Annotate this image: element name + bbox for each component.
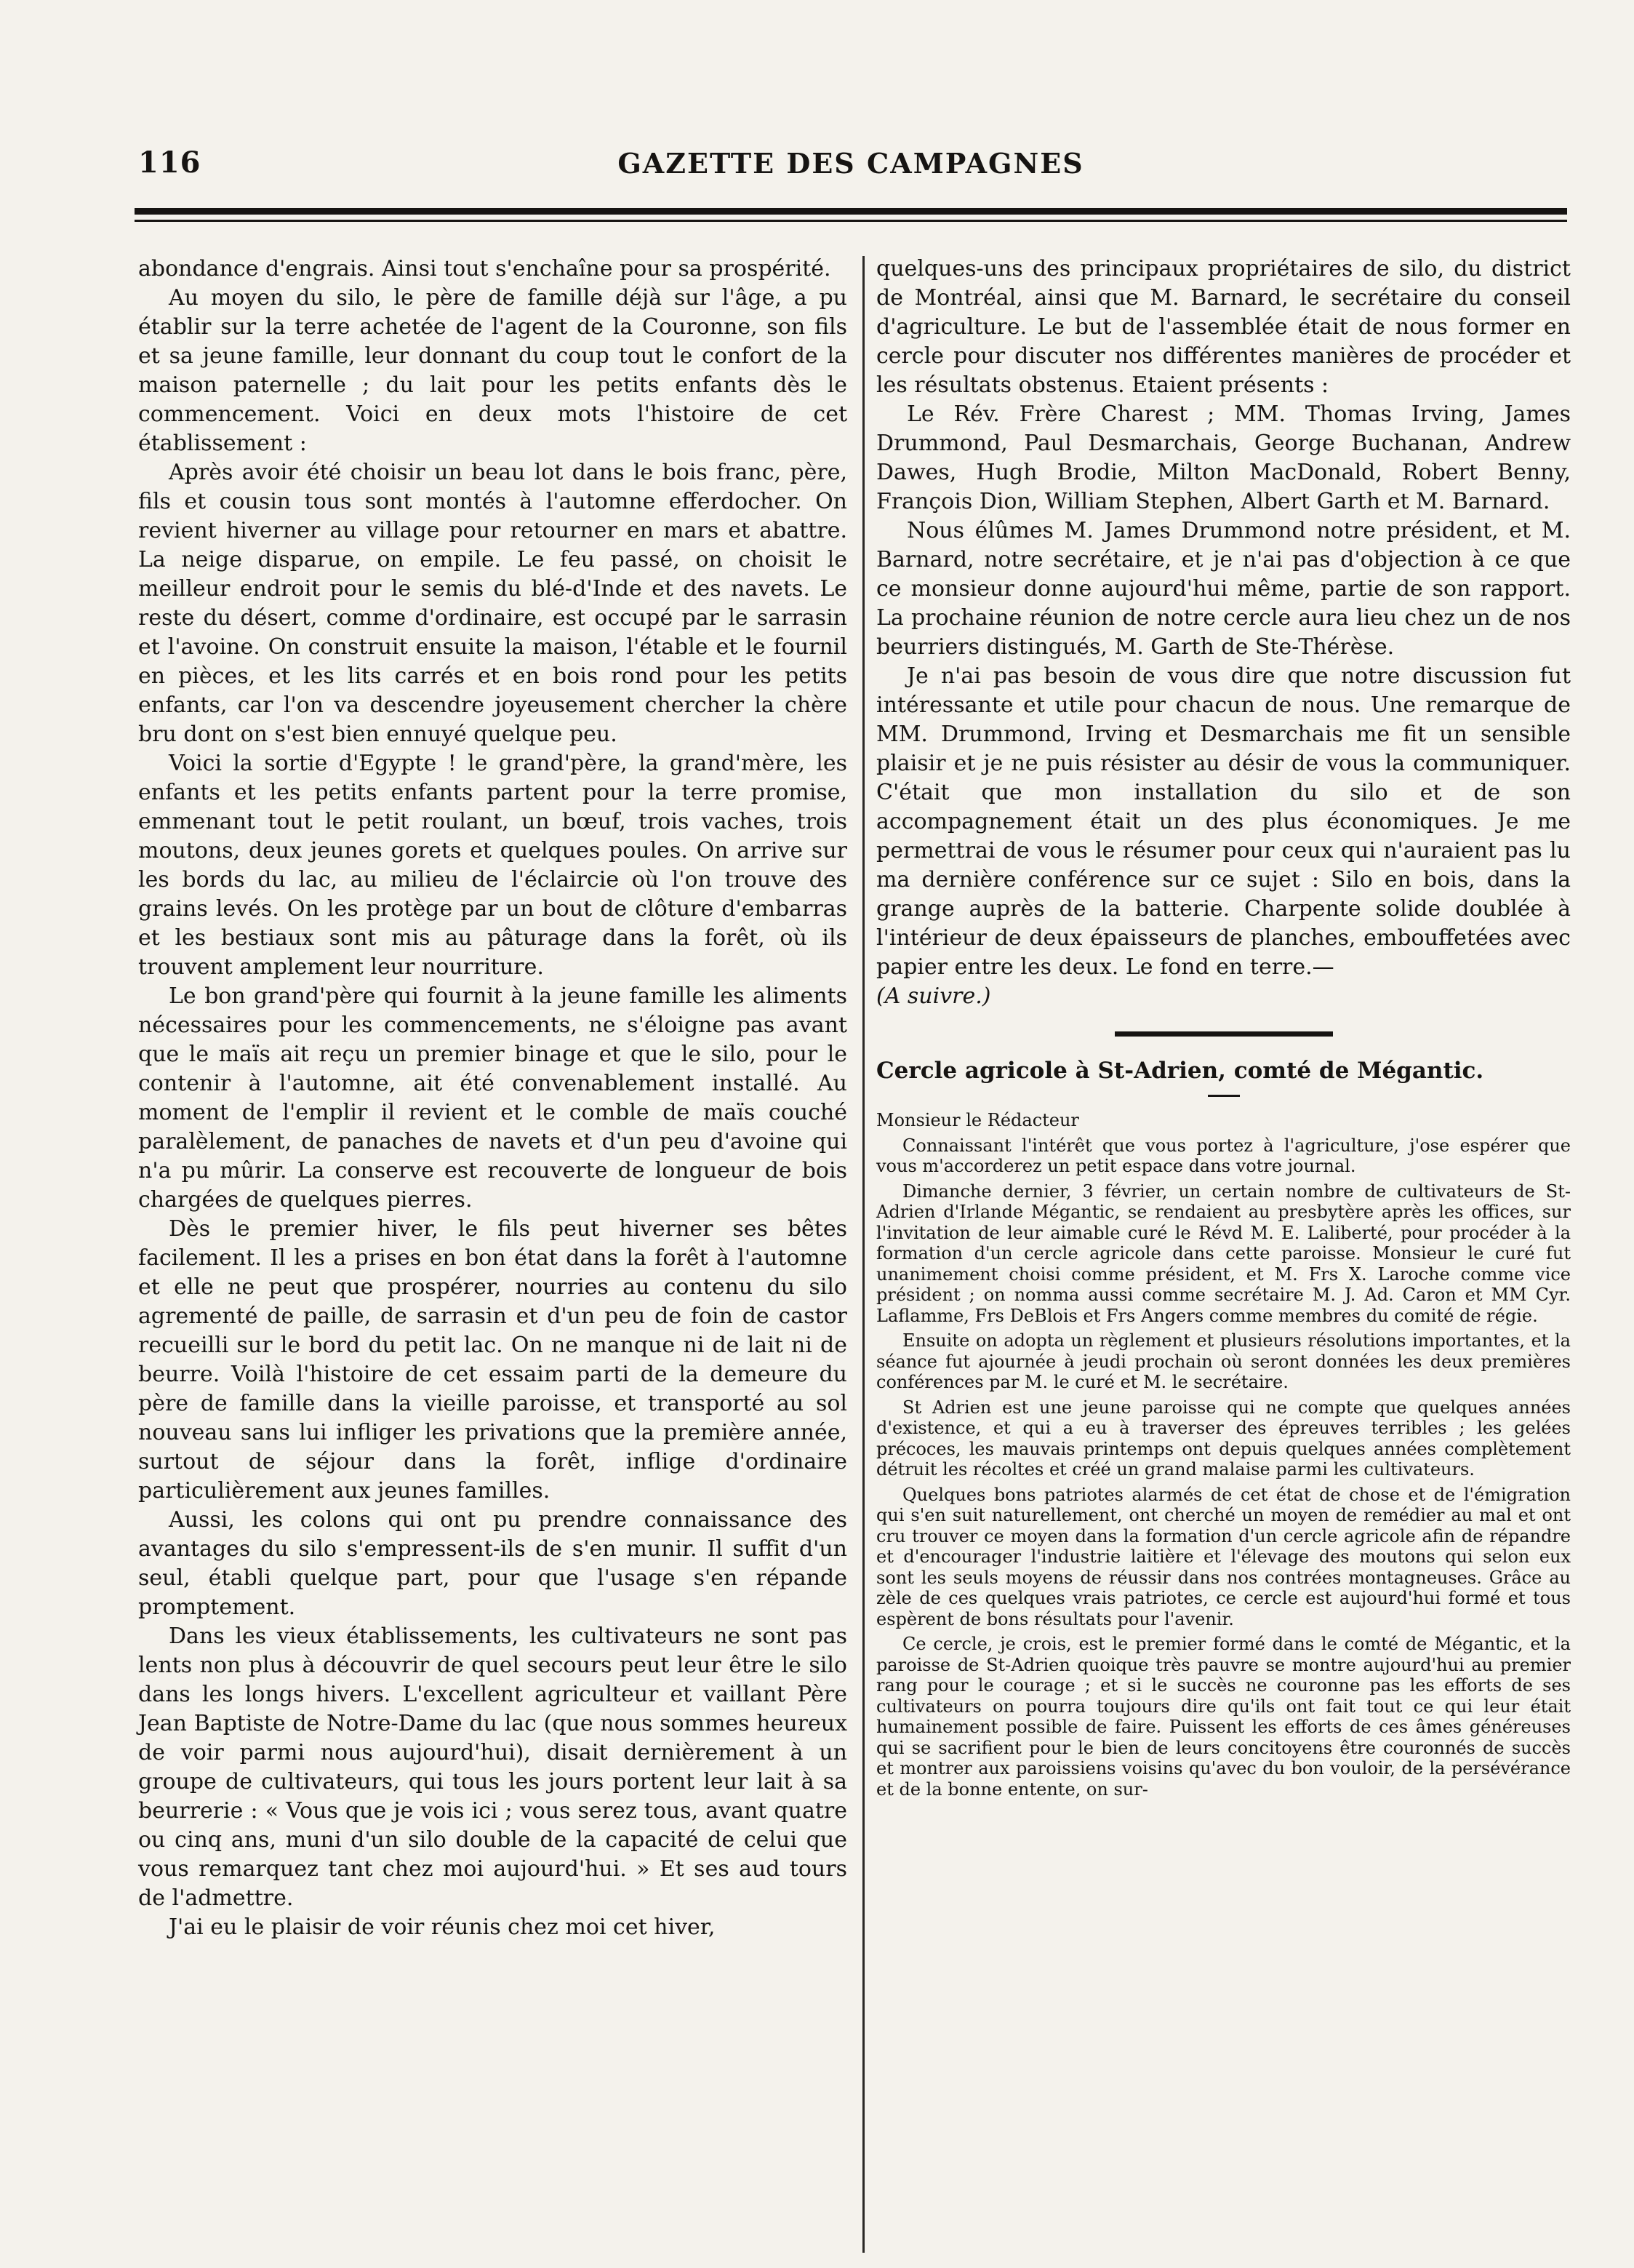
paragraph: Quelques bons patriotes alarmés de cet état de chose et de l'émigration qui s'en suit naturellement, ont cherché un moyen de remédier au mal et ont cru trouver ce moyen dans la formation d'un cercle agricole afin de répandre et d'encourager l'industrie laitière et l'élevage des moutons qui selon eux sont les seuls moyens de réussir dans nos contrées montagneuses. Grâce au zèle de ces quelques vrais patriotes, ce cercle est aujourd'hui formé et tous espèrent de bons résultats pour l'avenir.	[876, 1484, 1571, 1629]
to-be-continued	[876, 982, 1571, 1011]
salutation: Monsieur le Rédacteur	[876, 1110, 1079, 1130]
article-separator	[1115, 1031, 1333, 1037]
paragraph: J'ai eu le plaisir de voir réunis chez moi cet hiver,	[169, 1914, 716, 1940]
right-column	[876, 255, 1571, 1804]
article-continuation	[876, 255, 1571, 1011]
page-header	[138, 145, 1563, 189]
title-rule	[1208, 1095, 1240, 1097]
paragraph: Aussi, les colons qui ont pu prendre connaissance des avantages du silo s'empressent-ils de s'en munir. Il suffit d'un seul, établi quelque part, pour que l'usage s'en répande promptement.	[138, 1507, 847, 1620]
to-be-continued-text: (A suivre.)	[876, 983, 991, 1009]
paragraph: Connaissant l'intérêt que vous portez à l'agriculture, j'ose espérer que vous m'accorderez un petit espace dans votre journal.	[876, 1135, 1571, 1176]
page-number: 116	[138, 145, 201, 180]
paragraph: Le bon grand'père qui fournit à la jeune famille les aliments nécessaires pour les commencements, ne s'éloigne pas avant que le maïs ait reçu un premier binage et que le silo, pour le contenir à l'automne, ait été convenablement installé. Au moment de l'emplir il revient et le comble de maïs couché paralèlement, de panaches de navets et d'un peu d'avoine qui n'a pu mûrir. La conserve est recouverte de longueur de bois chargées de quelques pierres.	[138, 983, 847, 1213]
paragraph: Au moyen du silo, le père de famille déjà sur l'âge, a pu établir sur la terre achetée de l'agent de la Couronne, son fils et sa jeune famille, leur donnant du coup tout le confort de la maison paternelle ; du lait pour les petits enfants dès le commencement. Voici en deux mots l'histoire de cet établissement :	[138, 285, 847, 456]
column-divider	[862, 256, 865, 2253]
paragraph: Après avoir été choisir un beau lot dans le bois franc, père, fils et cousin tous sont montés à l'automne efferdocher. On revient hiverner au village pour retourner en mars et abattre. La neige disparue, on empile. Le feu passé, on choisit le meilleur endroit pour le semis du blé-d'Inde et des navets. Le reste du désert, comme d'ordinaire, est occupé par le sarrasin et l'avoine. On construit ensuite la maison, l'étable et le fournil en pièces, et les lits carrés et en bois rond pour les petits enfants, car l'on va descendre joyeusement chercher la chère bru dont on s'est bien ennuyé quelque peu.	[138, 460, 847, 747]
paragraph: St Adrien est une jeune paroisse qui ne compte que quelques années d'existence, et qui a eu à traverser des épreuves terribles ; les gelées précoces, les mauvais printemps ont depuis quelques années complètement détruit les récoltes et créé un grand malaise parmi les cultivateurs.	[876, 1397, 1571, 1480]
paragraph: Nous élûmes M. James Drummond notre président, et M. Barnard, notre secrétaire, et je n'ai pas d'objection à ce que ce monsieur donne aujourd'hui même, partie de son rapport. La prochaine réunion de notre cercle aura lieu chez un de nos beurriers distingués, M. Garth de Ste-Thérèse.	[876, 518, 1571, 660]
running-head: GAZETTE DES CAMPAGNES	[617, 147, 1084, 180]
paragraph: Dans les vieux établissements, les cultivateurs ne sont pas lents non plus à découvrir de quel secours peut leur être le silo dans les longs hivers. L'excellent agriculteur et vaillant Père Jean Baptiste de Notre-Dame du lac (que nous sommes heureux de voir parmi nous aujourd'hui), disait dernièrement à un groupe de cultivateurs, qui tous les jours portent leur lait à sa beurrerie : « Vous que je vois ici ; vous serez tous, avant quatre ou cinq ans, muni d'un silo double de la capacité de celui que vous remarquez tant chez moi aujourd'hui. » Et ses aud tours de l'admettre.	[138, 1624, 847, 1911]
paragraph: Dès le premier hiver, le fils peut hiverner ses bêtes facilement. Il les a prises en bon état dans la forêt à l'automne et elle ne peut que prospérer, nourries au contenu du silo agrementé de paille, de sarrasin et d'un peu de foin de castor recueilli sur le bord du petit lac. On ne manque ni de lait ni de beurre. Voilà l'histoire de cet essaim parti de la demeure du père de famille dans la vieille paroisse, et transporté au sol nouveau sans lui infliger les privations que la première année, surtout de séjour dans la forêt, inflige d'ordinaire particulièrement aux jeunes familles.	[138, 1216, 847, 1504]
paragraph: Voici la sortie d'Egypte ! le grand'père, la grand'mère, les enfants et les petits enfants partent pour la terre promise, emmenant tout le petit roulant, un bœuf, trois vaches, trois moutons, deux jeunes gorets et quelques poules. On arrive sur les bords du lac, au milieu de l'éclaircie où l'on trouve des grains levés. On les protège par un bout de clôture d'embarras et les bestiaux sont mis au pâturage dans la forêt, où ils trouvent amplement leur nourriture.	[138, 751, 847, 980]
paragraph: quelques-uns des principaux propriétaires de silo, du district de Montréal, ainsi que M. Barnard, le secrétaire du conseil d'agriculture. Le but de l'assemblée était de nous former en cercle pour discuter nos différentes manières de procéder et les résultats obstenus. Etaient présents :	[876, 256, 1571, 398]
letter-body	[876, 1110, 1571, 1800]
article-title: Cercle agricole à St-Adrien, comté de Mégantic.	[876, 1058, 1484, 1084]
paragraph: Je n'ai pas besoin de vous dire que notre discussion fut intéressante et utile pour chacun de nous. Une remarque de MM. Drummond, Irving et Desmarchais me fit un sensible plaisir et je ne puis résister au désir de vous la communiquer. C'était que mon installation du silo et de son accompagnement était un des plus économiques. Je me permettrai de vous le résumer pour ceux qui n'auraient pas lu ma dernière conférence sur ce sujet : Silo en bois, dans la grange auprès de la batterie. Charpente solide doublée à l'intérieur de deux épaisseurs de planches, embouffetées avec papier entre les deux. Le fond en terre.—	[876, 663, 1571, 980]
paragraph: Ce cercle, je crois, est le premier formé dans le comté de Mégantic, et la paroisse de St-Adrien quoique très pauvre se montre aujourd'hui au premier rang pour le courage ; et si le succès ne couronne pas les efforts de ses cultivateurs on pourra toujours dire qu'ils ont fait tout ce qui leur était humainement possible de faire. Puissent les efforts de ces âmes généreuses qui se sacrifient pour le bien de leurs concitoyens être couronnés de succès et montrer aux paroissiens voisins qu'avec du bon vouloir, de la persévérance et de la bonne entente, on sur-	[876, 1634, 1571, 1800]
paragraph: Ensuite on adopta un règlement et plusieurs résolutions importantes, et la séance fut ajournée à jeudi prochain où seront données les deux premières conférences par M. le curé et M. le secrétaire.	[876, 1330, 1571, 1392]
header-rule-thick	[135, 208, 1567, 215]
paragraph: Dimanche dernier, 3 février, un certain nombre de cultivateurs de St-Adrien d'Irlande Mégantic, se rendaient au presbytère après les offices, sur l'invitation de leur aimable curé le Révd M. E. Laliberté, pour procéder à la formation d'un cercle agricole dans cette paroisse. Monsieur le curé fut unanimement choisi comme président, et M. Frs X. Laroche comme vice président ; on nomma aussi comme secrétaire M. J. Ad. Caron et MM Cyr. Laflamme, Frs DeBlois et Frs Angers comme membres du comité de régie.	[876, 1181, 1571, 1326]
paragraph: abondance d'engrais. Ainsi tout s'enchaîne pour sa prospérité.	[138, 256, 831, 281]
left-column	[138, 255, 847, 1942]
header-rule-thin	[135, 220, 1567, 222]
paragraph: Le Rév. Frère Charest ; MM. Thomas Irving, James Drummond, Paul Desmarchais, George Buchanan, Andrew Dawes, Hugh Brodie, Milton MacDonald, Robert Benny, François Dion, William Stephen, Albert Garth et M. Barnard.	[876, 402, 1571, 514]
